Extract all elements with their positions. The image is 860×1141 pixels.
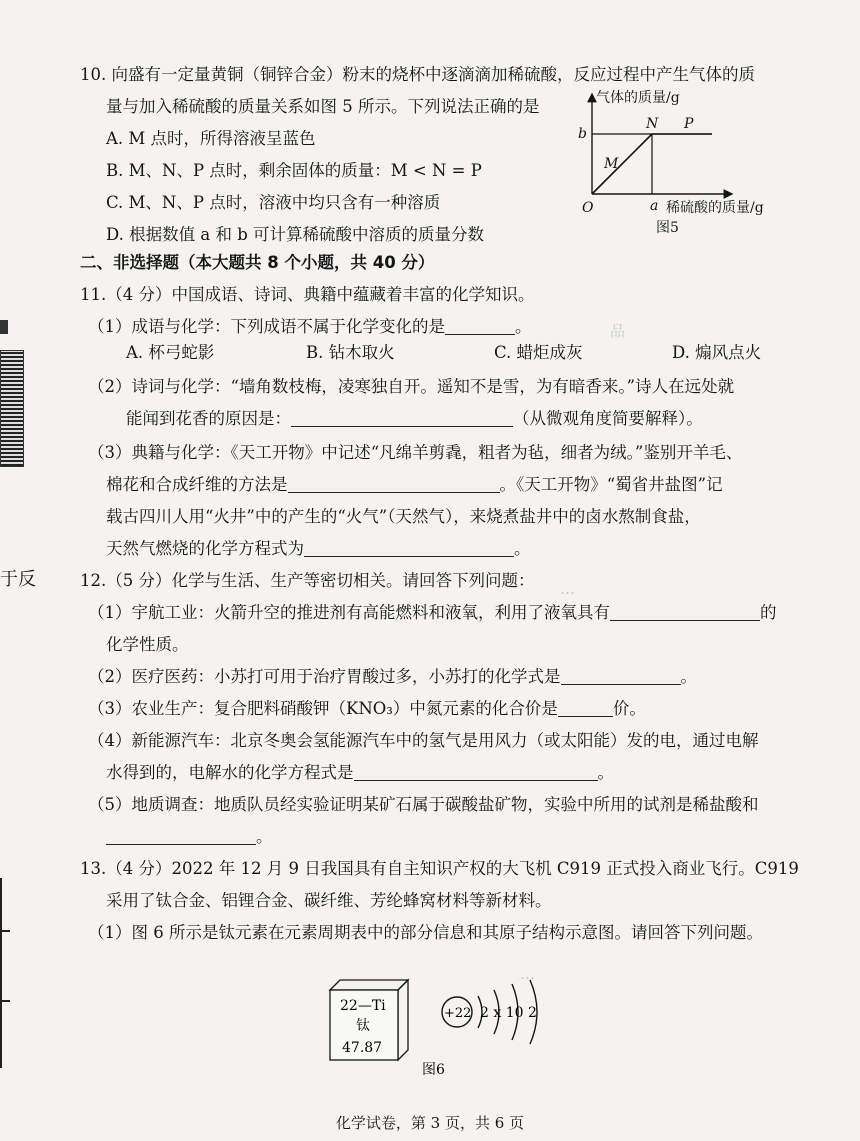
bleed-text: …: [520, 965, 535, 983]
q12-part1-text: （1）宇航工业：火箭升空的推进剂有高能燃料和液氧，利用了液氧具有: [88, 603, 610, 622]
nucleus-charge: +22: [444, 1006, 472, 1021]
q12-part2: [88, 666, 697, 688]
figure-6-caption: 图6: [422, 1062, 445, 1078]
element-name: 钛: [356, 1018, 370, 1034]
answer-blank[interactable]: [561, 668, 681, 685]
q10-option-d: D. 根据数值 a 和 b 可计算稀硫酸中溶质的质量分数: [106, 225, 485, 244]
y-tick-b: b: [578, 126, 587, 142]
origin-label: O: [582, 200, 594, 216]
q11-part2: （2）诗词与化学：“墙角数枝梅，凌寒独自开。遥知不是雪，为有暗香来。”诗人在远处就: [88, 377, 735, 396]
q11-part2-end: （从微观角度简要解释）。: [513, 409, 703, 428]
q12-part2-end: 。: [680, 667, 697, 686]
q12-part1: [88, 602, 777, 624]
bleed-text: 品: [610, 322, 626, 340]
q11-part1-end: 。: [515, 317, 532, 336]
y-axis-label: 气体的质量/g: [596, 90, 680, 106]
q12-part4-cont: [106, 762, 614, 784]
q12-stem: 12.（5 分）化学与生活、生产等密切相关。请回答下列问题：: [80, 571, 535, 590]
q11-part3-line4: [106, 538, 531, 560]
q11-option-b: B. 钻木取火: [306, 343, 395, 362]
periodic-element-card: [330, 980, 408, 1060]
answer-blank[interactable]: [106, 828, 256, 845]
x-axis-label: 稀硫酸的质量/g: [666, 200, 764, 216]
q10-stem: 10. 向盛有一定量黄铜（铜锌合金）粉末的烧杯中逐滴滴加稀硫酸，反应过程中产生气体的质: [80, 65, 755, 84]
page-footer: 化学试卷，第 3 页，共 6 页: [335, 1114, 525, 1132]
answer-blank[interactable]: [354, 764, 598, 781]
barcode-strip: [0, 350, 24, 467]
q12-part1-cont: 化学性质。: [106, 635, 189, 654]
binding-tick: [2, 930, 10, 932]
binding-mark: [0, 320, 8, 334]
q12-part3-text: （3）农业生产：复合肥料硝酸钾（KNO₃）中氮元素的化合价是: [88, 699, 558, 718]
figure-6: [318, 968, 578, 1078]
answer-blank[interactable]: [288, 476, 500, 493]
x-tick-a: a: [650, 198, 659, 214]
bleed-text: …: [560, 580, 575, 598]
q11-option-c: C. 蜡炬成灰: [494, 343, 583, 362]
q11-options: [126, 342, 761, 364]
figure-5-chart: [572, 88, 782, 236]
point-p: P: [684, 116, 694, 132]
q11-option-d: D. 煽风点火: [672, 343, 762, 362]
q12-part3: [88, 698, 646, 720]
q12-part4-end: 。: [597, 763, 614, 782]
q12-part4-text: 水得到的，电解水的化学方程式是: [106, 763, 354, 782]
q11-part3-eq-text: 天然气燃烧的化学方程式为: [106, 539, 304, 558]
answer-blank[interactable]: [304, 540, 514, 557]
q11-part3: （3）典籍与化学：《天工开物》中记述“凡绵羊剪毳，粗者为毡，细者为绒。”鉴别开羊毛、: [88, 443, 743, 462]
answer-blank[interactable]: [445, 318, 515, 335]
q10-stem-cont: 量与加入稀硫酸的质量关系如图 5 所示。下列说法正确的是: [106, 97, 540, 116]
binding-tick: [2, 1000, 10, 1002]
q10-option-b: B. M、N、P 点时，剩余固体的质量：M < N = P: [106, 161, 482, 180]
point-n: N: [646, 116, 659, 132]
answer-blank[interactable]: [558, 700, 613, 717]
element-mass: 47.87: [342, 1040, 383, 1056]
q11-part3-line3: 载古四川人用“火井”中的产生的“火气”（天然气），来烧煮盐井中的卤水熬制食盐，: [106, 507, 701, 526]
q11-part1: [88, 316, 532, 338]
q11-part2-cont: [126, 408, 703, 430]
element-number-symbol: 22—Ti: [340, 998, 386, 1014]
q11-part3-line2: [106, 474, 723, 496]
point-m: M: [604, 156, 619, 172]
q11-stem: 11.（4 分）中国成语、诗词、典籍中蕴藏着丰富的化学知识。: [80, 285, 535, 304]
q11-part3-text: 棉花和合成纤维的方法是: [106, 475, 288, 494]
q11-part3-eq-end: 。: [514, 539, 531, 558]
electron-shells: 2 x 10 2: [480, 1005, 537, 1021]
q12-part2-text: （2）医疗医药：小苏打可用于治疗胃酸过多，小苏打的化学式是: [88, 667, 561, 686]
binding-line: [0, 878, 2, 1068]
q12-part5-end: 。: [256, 827, 273, 846]
section-heading: 二、非选择题（本大题共 8 个小题，共 40 分）: [80, 253, 435, 272]
chart-caption: 图5: [656, 220, 679, 236]
q13-stem: 13.（4 分）2022 年 12 月 9 日我国具有自主知识产权的大飞机 C919 正式投入商业飞行。C919: [80, 859, 799, 878]
q13-stem-cont: 采用了钛合金、铝锂合金、碳纤维、芳纶蜂窝材料等新材料。: [106, 891, 552, 910]
q13-part1: （1）图 6 所示是钛元素在元素周期表中的部分信息和其原子结构示意图。请回答下列问题。: [88, 923, 763, 942]
q10-option-a: A. M 点时，所得溶液呈蓝色: [106, 129, 316, 148]
q12-part5: （5）地质调查：地质队员经实验证明某矿石属于碳酸盐矿物，实验中所用的试剂是稀盐酸和: [88, 795, 759, 814]
q11-part3-end: 。《天工开物》“蜀省井盐图”记: [499, 475, 723, 494]
q11-option-a: A. 杯弓蛇影: [126, 343, 215, 362]
q12-part1-end: 的: [760, 603, 777, 622]
q11-part1-text: （1）成语与化学：下列成语不属于化学变化的是: [88, 317, 445, 336]
q11-part2-text: 能闻到花香的原因是：: [126, 409, 291, 428]
margin-text: 于反: [0, 569, 36, 590]
atom-structure-diagram: [442, 980, 537, 1044]
q10-option-c: C. M、N、P 点时，溶液中均只含有一种溶质: [106, 193, 441, 212]
q12-part5-cont: [106, 826, 273, 848]
series-line-rise: [592, 134, 652, 194]
answer-blank[interactable]: [291, 410, 513, 427]
answer-blank[interactable]: [610, 604, 760, 621]
q12-part3-end: 价。: [612, 699, 646, 718]
q12-part4: （4）新能源汽车：北京冬奥会氢能源汽车中的氢气是用风力（或太阳能）发的电，通过电解: [88, 731, 759, 750]
